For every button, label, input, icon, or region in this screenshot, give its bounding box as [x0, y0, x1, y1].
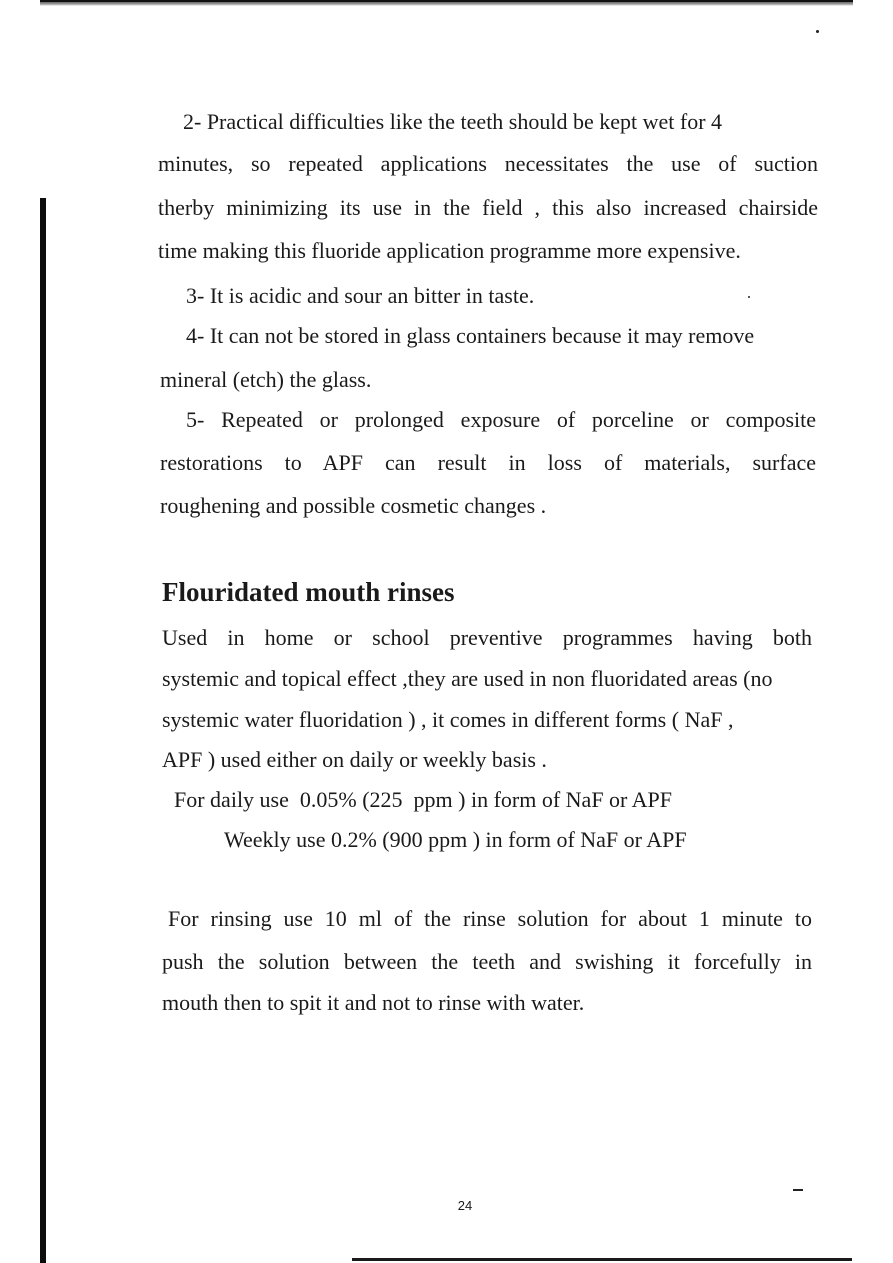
text-line: 3- It is acidic and sour an bitter in taste.	[186, 283, 535, 308]
dosage-weekly: Weekly use 0.2% (900 ppm ) in form of NaF or APF	[224, 827, 687, 852]
text-line: mineral (etch) the glass.	[160, 367, 372, 392]
dosage-daily: For daily use 0.05% (225 ppm ) in form of NaF or APF	[174, 787, 673, 812]
text-line: mouth then to spit it and not to rinse with water.	[162, 990, 585, 1015]
scan-speck	[816, 30, 819, 33]
text-line: roughening and possible cosmetic changes .	[160, 493, 547, 518]
text-line: 4- It can not be stored in glass containers because it may remove	[186, 323, 755, 348]
section-heading: Flouridated mouth rinses	[162, 577, 455, 607]
text-line: time making this fluoride application programme more expensive.	[158, 238, 741, 263]
scan-speck	[748, 296, 750, 298]
scan-speck	[793, 1189, 803, 1191]
text-line: 5- Repeated or prolonged exposure of porceline or composite	[186, 407, 816, 432]
text-line: APF ) used either on daily or weekly basis .	[162, 747, 547, 772]
scan-left-edge	[40, 198, 46, 1263]
text-line: push the solution between the teeth and swishing it forcefully in	[162, 949, 812, 974]
scan-top-edge	[40, 0, 853, 6]
text-line: Used in home or school preventive programmes having both	[162, 625, 812, 650]
page-number: 24	[457, 1198, 473, 1213]
text-line: therby minimizing its use in the field , this also increased chairside	[158, 195, 818, 220]
text-line: systemic water fluoridation ) , it comes in different forms ( NaF ,	[162, 707, 734, 732]
scan-bottom-edge	[352, 1258, 852, 1261]
text-line: minutes, so repeated applications necessitates the use of suction	[158, 151, 818, 176]
text-line: restorations to APF can result in loss of materials, surface	[160, 450, 816, 475]
text-line: 2- Practical difficulties like the teeth should be kept wet for 4	[183, 109, 723, 134]
text-line: systemic and topical effect ,they are used in non fluoridated areas (no	[162, 666, 773, 691]
text-line: For rinsing use 10 ml of the rinse solution for about 1 minute to	[168, 906, 812, 931]
